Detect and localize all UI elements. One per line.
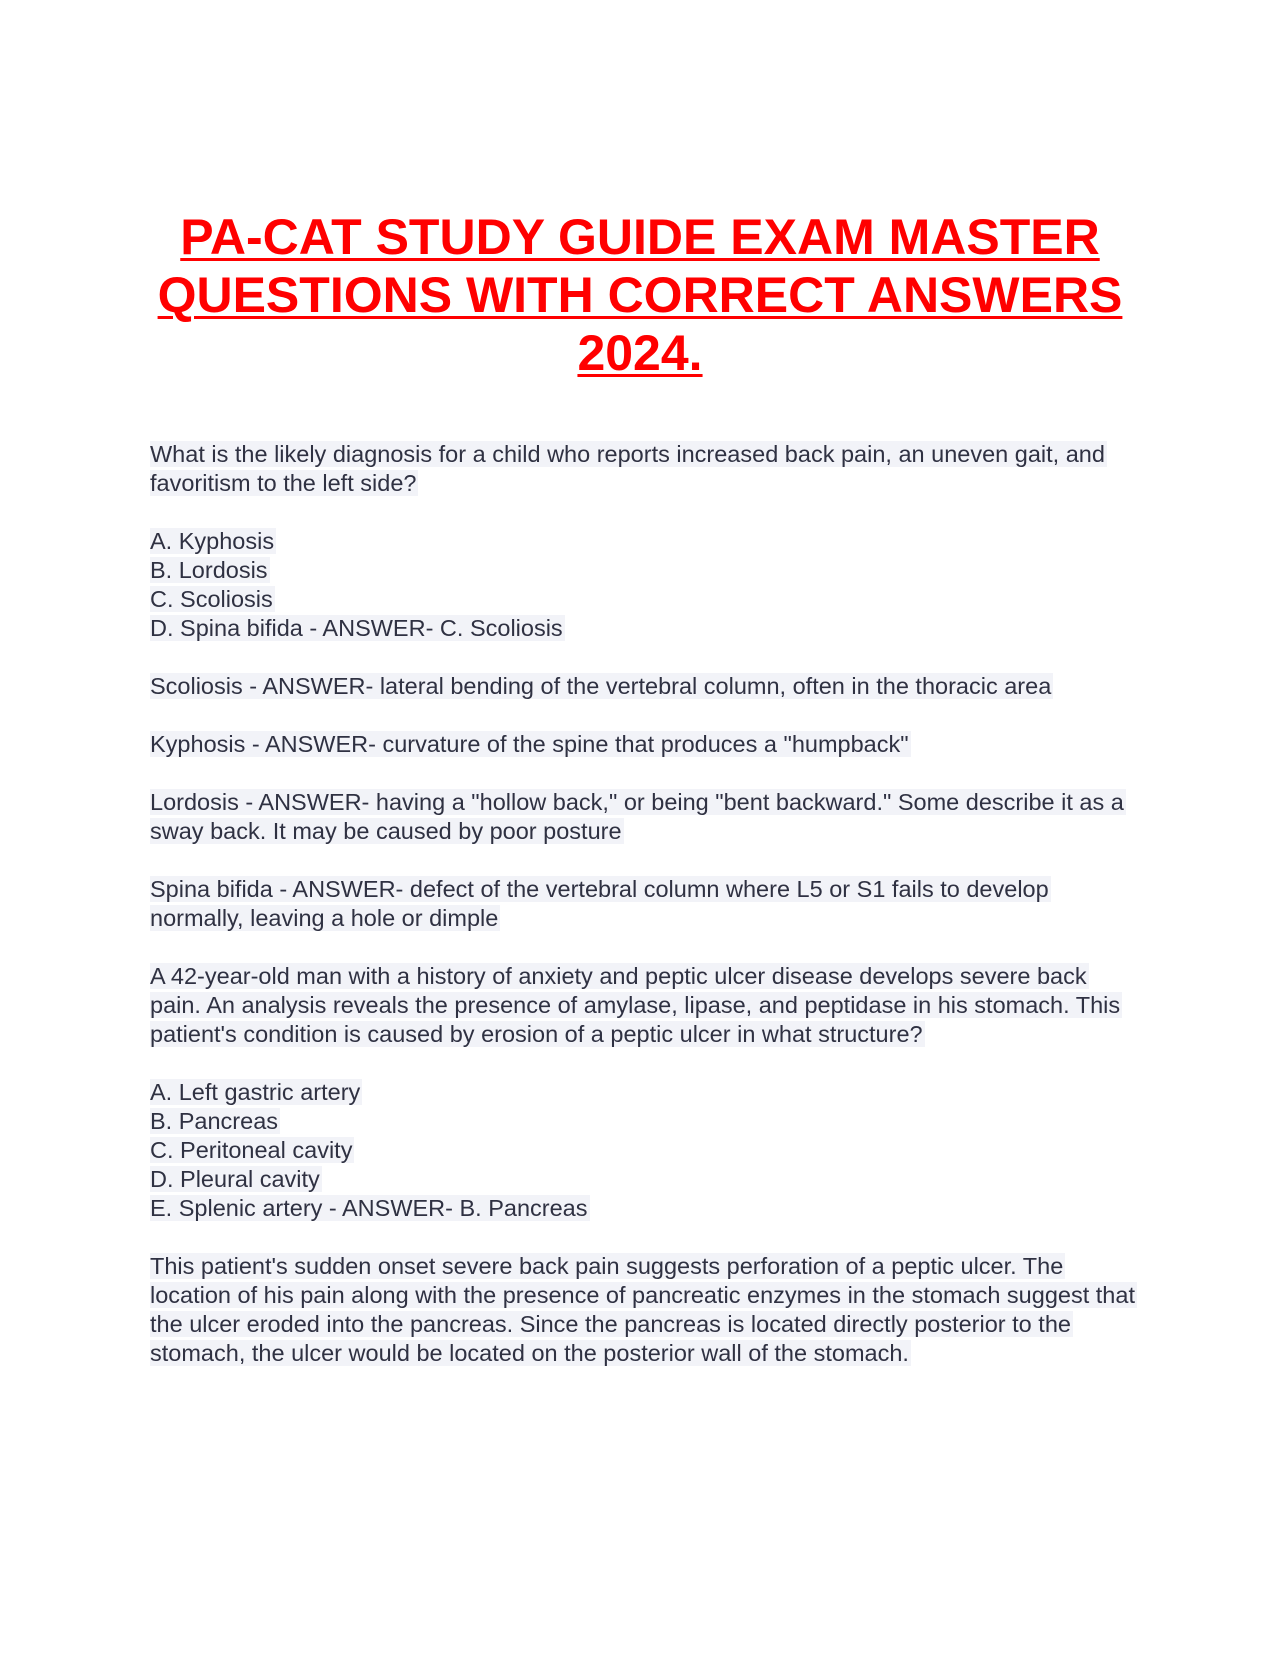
option-d: D. Pleural cavity — [150, 1166, 320, 1192]
option-d-answer: D. Spina bifida - ANSWER- C. Scoliosis — [150, 615, 563, 641]
definition-text: Kyphosis - ANSWER- curvature of the spine that produces a "humpback" — [150, 731, 909, 757]
question-1-text: What is the likely diagnosis for a child who reports increased back pain, an uneven gait, and favoritism to the left side? — [150, 441, 1105, 496]
option-a: A. Kyphosis — [150, 528, 275, 554]
option-c: C. Peritoneal cavity — [150, 1137, 353, 1163]
definition-lordosis — [150, 788, 1135, 846]
option-b: B. Pancreas — [150, 1108, 279, 1134]
document-body — [150, 440, 1135, 1397]
question-1-options — [150, 527, 1135, 643]
definition-text: Scoliosis - ANSWER- lateral bending of the vertebral column, often in the thoracic area — [150, 673, 1052, 699]
definition-kyphosis — [150, 730, 1135, 759]
definition-text: Spina bifida - ANSWER- defect of the vertebral column where L5 or S1 fails to develop normally, leaving a hole or dimple — [150, 876, 1049, 931]
question-2-options — [150, 1078, 1135, 1223]
document-title: PA-CAT STUDY GUIDE EXAM MASTER QUESTIONS WITH CORRECT ANSWERS 2024. — [157, 209, 1123, 381]
explanation-text: This patient's sudden onset severe back pain suggests perforation of a peptic ulcer. The location of his pain along with the presence of pancreatic enzymes in the stomach suggest that the ulcer eroded into the pancreas. Since the pancreas is located directly posterior to the stomach, the ulcer would be located on the posterior wall of the stomach. — [150, 1253, 1135, 1366]
definition-scoliosis — [150, 672, 1135, 701]
question-1 — [150, 440, 1135, 498]
option-b: B. Lordosis — [150, 557, 268, 583]
option-c: C. Scoliosis — [150, 586, 273, 612]
question-2-text: A 42-year-old man with a history of anxiety and peptic ulcer disease develops severe back pain. An analysis reveals the presence of amylase, lipase, and peptidase in his stomach. This patient's condition is caused by erosion of a peptic ulcer in what structure? — [150, 963, 1121, 1047]
question-2-explanation — [150, 1252, 1135, 1368]
option-e-answer: E. Splenic artery - ANSWER- B. Pancreas — [150, 1195, 588, 1221]
definition-text: Lordosis - ANSWER- having a "hollow back," or being "bent backward." Some describe it as a sway back. It may be caused by poor posture — [150, 789, 1124, 844]
option-a: A. Left gastric artery — [150, 1079, 361, 1105]
question-2 — [150, 962, 1135, 1049]
definition-spina-bifida — [150, 875, 1135, 933]
